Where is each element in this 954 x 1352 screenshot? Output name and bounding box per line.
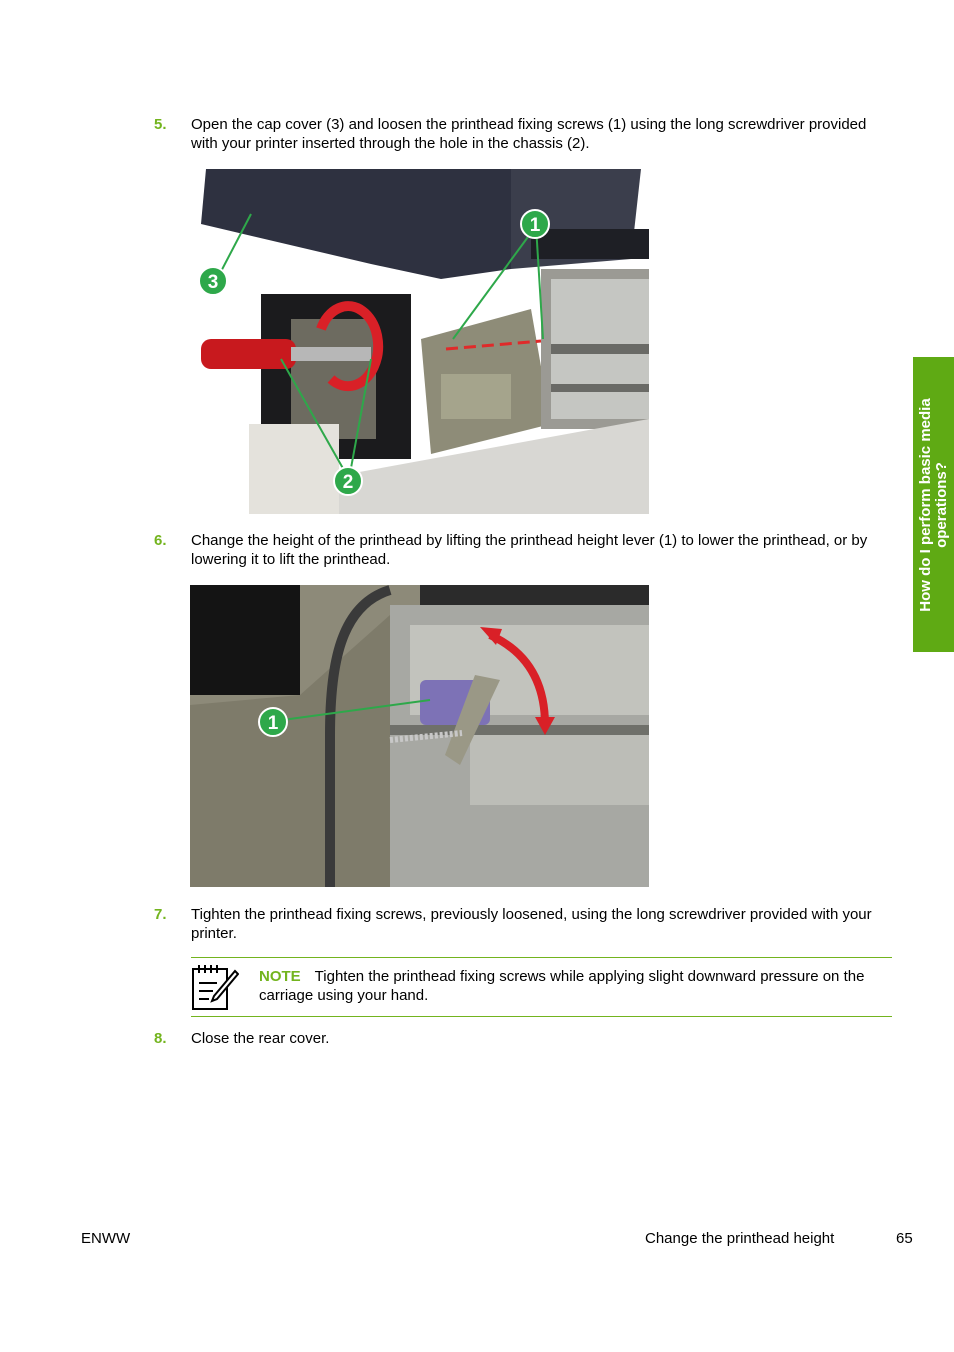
note-box: [191, 957, 892, 1017]
callout-1-label: 1: [267, 713, 279, 734]
callout-2: [334, 467, 362, 495]
step-number: 8.: [154, 1030, 167, 1047]
note-text: [259, 967, 892, 1005]
callout-2-label: 2: [342, 472, 354, 493]
figure-loosen-screws: [191, 169, 649, 514]
footer-page-number: 65: [896, 1230, 913, 1247]
figure-height-lever: [190, 585, 649, 887]
step-number: 7.: [154, 906, 167, 923]
step-number: 6.: [154, 532, 167, 549]
note-content: Tighten the printhead fixing screws while applying slight downward pressure on the carriage using your hand.: [259, 968, 865, 1004]
chapter-side-tab[interactable]: [913, 357, 954, 652]
callout-1-label: 1: [529, 215, 541, 236]
note-label: NOTE: [259, 968, 301, 985]
step-text: Tighten the printhead fixing screws, previously loosened, using the long screwdriver provided with your printer.: [191, 906, 872, 942]
footer-section-title: Change the printhead height: [645, 1230, 835, 1247]
printhead-lever-illustration: [190, 585, 649, 887]
callout-1: [259, 708, 287, 736]
callout-1: [521, 210, 549, 238]
printer-carriage-illustration: [191, 169, 649, 514]
step-text: Open the cap cover (3) and loosen the printhead fixing screws (1) using the long screwdriver provided with your printer inserted through the hole in the chassis (2).: [191, 116, 867, 152]
chapter-side-tab-label: How do I perform basic media operations?: [916, 397, 950, 612]
footer-left: ENWW: [81, 1230, 131, 1247]
note-pencil-icon: [191, 961, 239, 1013]
callout-3-label: 3: [207, 272, 219, 293]
step-text: Close the rear cover.: [191, 1030, 330, 1047]
step-text: Change the height of the printhead by lifting the printhead height lever (1) to lower the printhead, or by lowering it to lift the printhead.: [191, 532, 868, 568]
step-number: 5.: [154, 116, 167, 133]
callout-3: [199, 267, 227, 295]
